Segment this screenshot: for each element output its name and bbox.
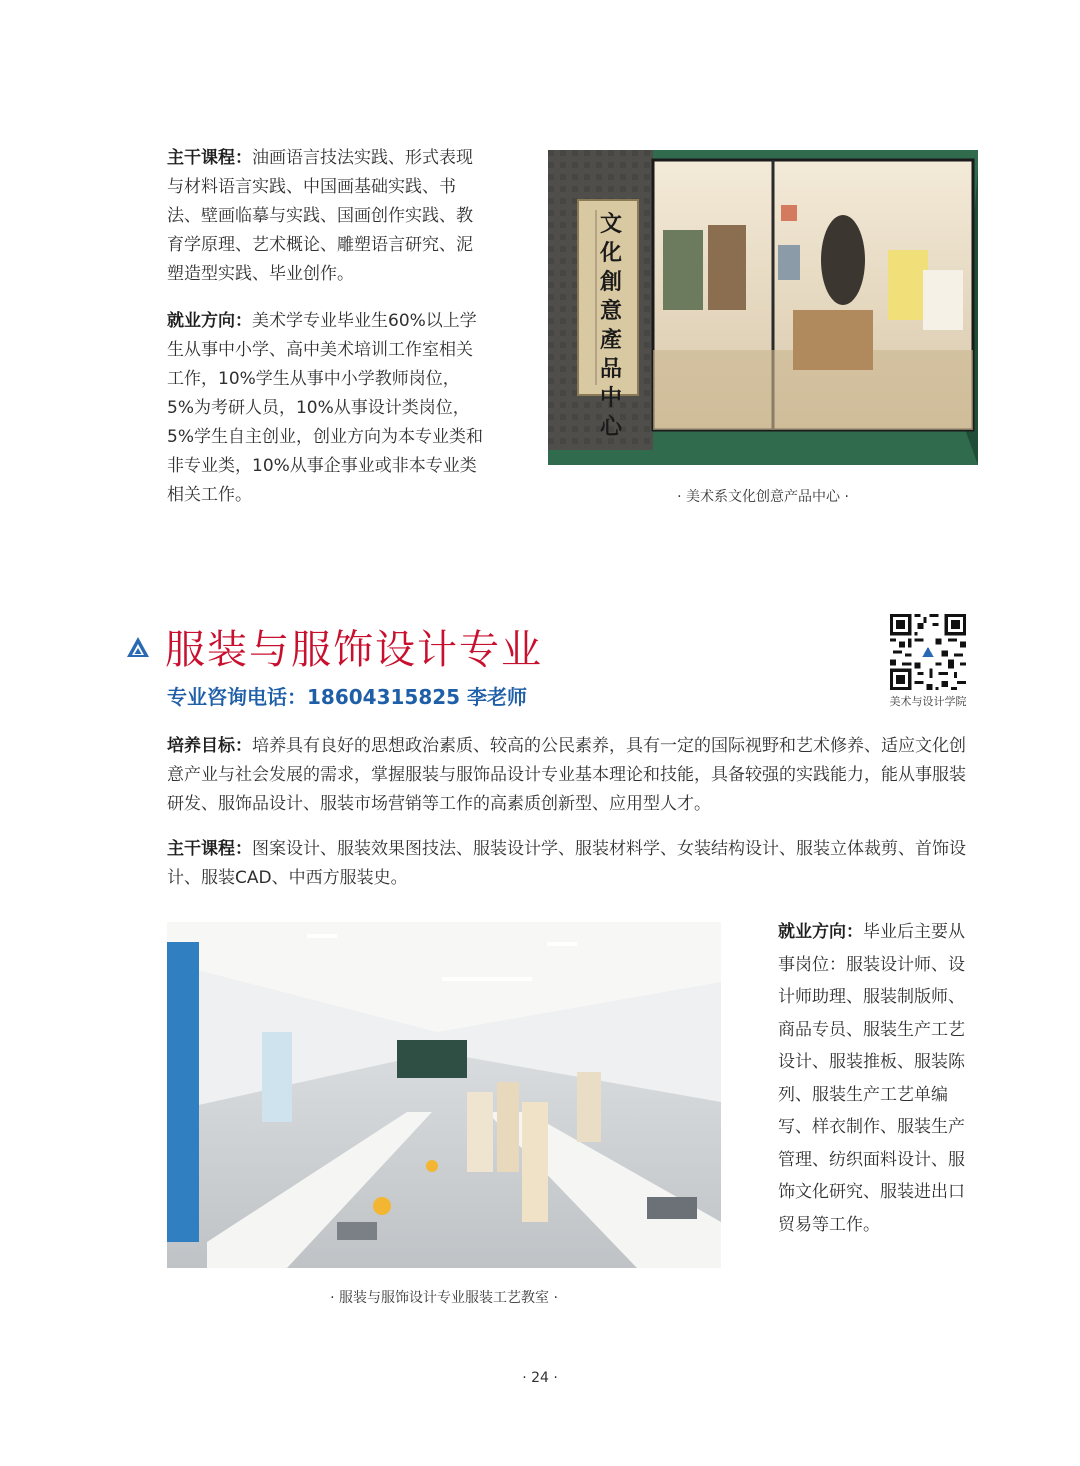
fashion-goal [167, 732, 981, 819]
triangle-mark-icon [126, 636, 150, 658]
fashion-employment [778, 916, 981, 1241]
fashion-employment-text: 毕业后主要从事岗位：服装设计师、设计师助理、服装制版师、商品专员、服装生产工艺设计、服装推板、服装陈列、服装生产工艺单编写、样衣制作、服装生产管理、纺织面料设计、服饰文化研究、服装进出口贸易等工作。 [778, 922, 965, 1235]
qr-code-label: 美术与设计学院 [889, 695, 967, 708]
fine-arts-courses-text: 油画语言技法实践、形式表现与材料语言实践、中国画基础实践、书法、壁画临摹与实践、国画创作实践、教育学原理、艺术概论、雕塑语言研究、泥塑造型实践、毕业创作。 [167, 148, 473, 284]
creative-center-caption: · 美术系文化创意产品中心 · [677, 489, 849, 505]
fashion-section-title: 服装与服饰设计专业 [165, 627, 543, 673]
sewing-classroom-illustration [167, 922, 721, 1268]
qr-code-icon[interactable] [890, 614, 966, 690]
fashion-goal-label: 培养目标： [167, 736, 252, 756]
creative-center-photo [548, 150, 978, 465]
creative-center-sign: 文化創意產品中心 [600, 211, 623, 440]
fashion-employment-label: 就业方向： [778, 922, 863, 942]
fashion-courses [167, 835, 981, 893]
fine-arts-courses-label: 主干课程： [167, 148, 252, 168]
sewing-classroom-caption: · 服装与服饰设计专业服装工艺教室 · [330, 1290, 558, 1306]
fine-arts-employment [167, 307, 485, 510]
page-number: · 24 · [522, 1370, 558, 1386]
fine-arts-employment-label: 就业方向： [167, 311, 252, 331]
fashion-goal-text: 培养具有良好的思想政治素质、较高的公民素养，具有一定的国际视野和艺术修养、适应文化创意产业与社会发展的需求，掌握服装与服饰品设计专业基本理论和技能，具备较强的实践能力，能从事服装研发、服饰品设计、服装市场营销等工作的高素质创新型、应用型人才。 [167, 736, 966, 814]
fashion-courses-label: 主干课程： [167, 839, 252, 859]
fine-arts-employment-text: 美术学专业毕业生60%以上学生从事中小学、高中美术培训工作室相关工作，10%学生从事中小学教师岗位，5%为考研人员，10%从事设计类岗位，5%学生自主创业，创业方向为本专业类和非专业类，10%从事企事业或非本专业类相关工作。 [167, 311, 483, 505]
fashion-courses-text: 图案设计、服装效果图技法、服装设计学、服装材料学、女装结构设计、服装立体裁剪、首饰设计、服装CAD、中西方服装史。 [167, 839, 966, 888]
fine-arts-courses [167, 144, 485, 289]
fashion-phone[interactable]: 专业咨询电话：18604315825 李老师 [167, 685, 528, 709]
sewing-classroom-photo [167, 922, 721, 1268]
